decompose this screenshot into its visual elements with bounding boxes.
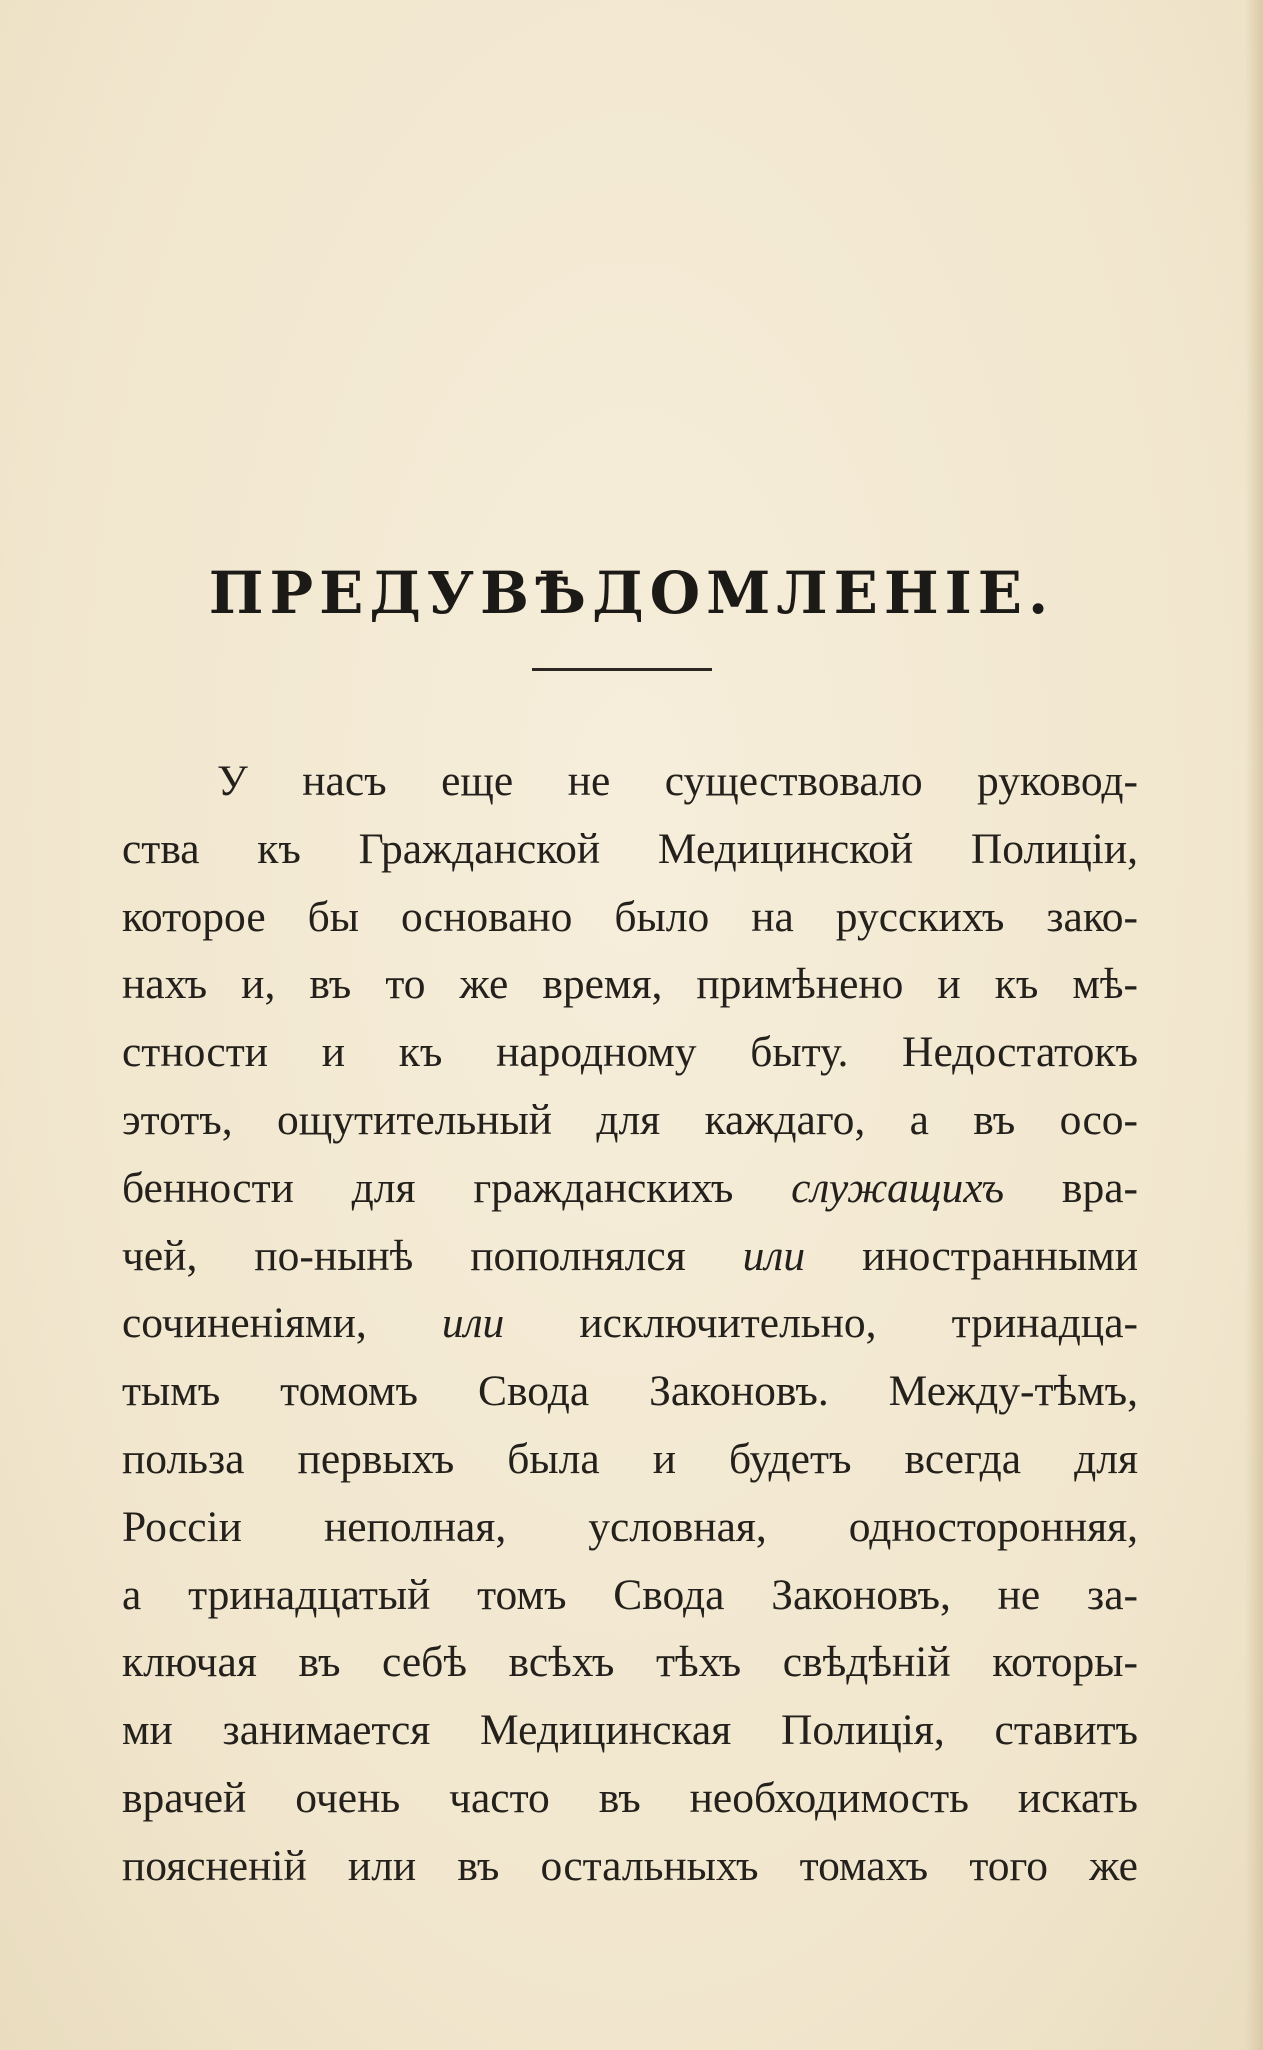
text-line <box>122 1223 1138 1291</box>
text-segment: поясненій или въ остальныхъ томахъ того же <box>122 1841 1138 1890</box>
text-segment: врачей очень часто въ необходимость искать <box>122 1773 1138 1822</box>
text-segment: стности и къ народному быту. Недостатокъ <box>122 1028 1138 1077</box>
heading-divider <box>532 668 712 671</box>
text-line <box>122 1087 1138 1155</box>
emphasized-word: служащихъ <box>791 1163 1005 1212</box>
text-segment: польза первыхъ была и будетъ всегда для <box>122 1434 1138 1483</box>
text-segment: вра- <box>1004 1163 1138 1212</box>
text-line <box>122 1426 1138 1494</box>
page-heading: ПРЕДУВѢДОМЛЕНІЕ. <box>208 558 1055 627</box>
text-segment: сочиненіями, <box>122 1299 442 1348</box>
text-segment: ми занимается Медицинская Полиція, ставитъ <box>122 1706 1138 1755</box>
text-segment: которое бы основано было на русскихъ зако- <box>122 892 1138 941</box>
emphasized-word: или <box>742 1231 806 1280</box>
text-line <box>122 1765 1138 1833</box>
text-segment: нахъ и, въ то же время, примѣнено и къ мѣ- <box>122 960 1138 1009</box>
text-segment: этотъ, ощутительный для каждаго, а въ осо- <box>122 1095 1138 1144</box>
body-paragraph <box>122 748 1138 1901</box>
text-segment: ства къ Гражданской Медицинской Полиціи, <box>122 824 1138 873</box>
text-segment: а тринадцатый томъ Свода Законовъ, не за- <box>122 1570 1138 1619</box>
text-line <box>122 1019 1138 1087</box>
text-line <box>122 1697 1138 1765</box>
text-line <box>122 1358 1138 1426</box>
emphasized-word: или <box>441 1299 505 1348</box>
text-line <box>122 1290 1138 1358</box>
text-segment: иностранными <box>805 1231 1138 1280</box>
text-segment: исключительно, тринадца- <box>504 1299 1138 1348</box>
text-line <box>122 951 1138 1019</box>
text-line <box>122 748 1138 816</box>
text-line <box>122 1155 1138 1223</box>
text-line <box>122 1494 1138 1562</box>
text-segment: ключая въ себѣ всѣхъ тѣхъ свѣдѣній которы- <box>122 1638 1138 1687</box>
text-line <box>122 1629 1138 1697</box>
text-segment: чей, по-нынѣ пополнялся <box>122 1231 743 1280</box>
text-segment: Россіи неполная, условная, односторонняя, <box>122 1502 1138 1551</box>
text-line <box>122 1833 1138 1901</box>
text-line <box>122 816 1138 884</box>
text-segment: тымъ томомъ Свода Законовъ. Между-тѣмъ, <box>122 1367 1138 1416</box>
text-segment: бенности для гражданскихъ <box>122 1163 792 1212</box>
page-edge-shadow <box>1245 0 1263 2050</box>
text-line <box>122 1562 1138 1630</box>
text-line <box>122 884 1138 952</box>
text-segment: У насъ еще не существовало руковод- <box>217 757 1138 805</box>
